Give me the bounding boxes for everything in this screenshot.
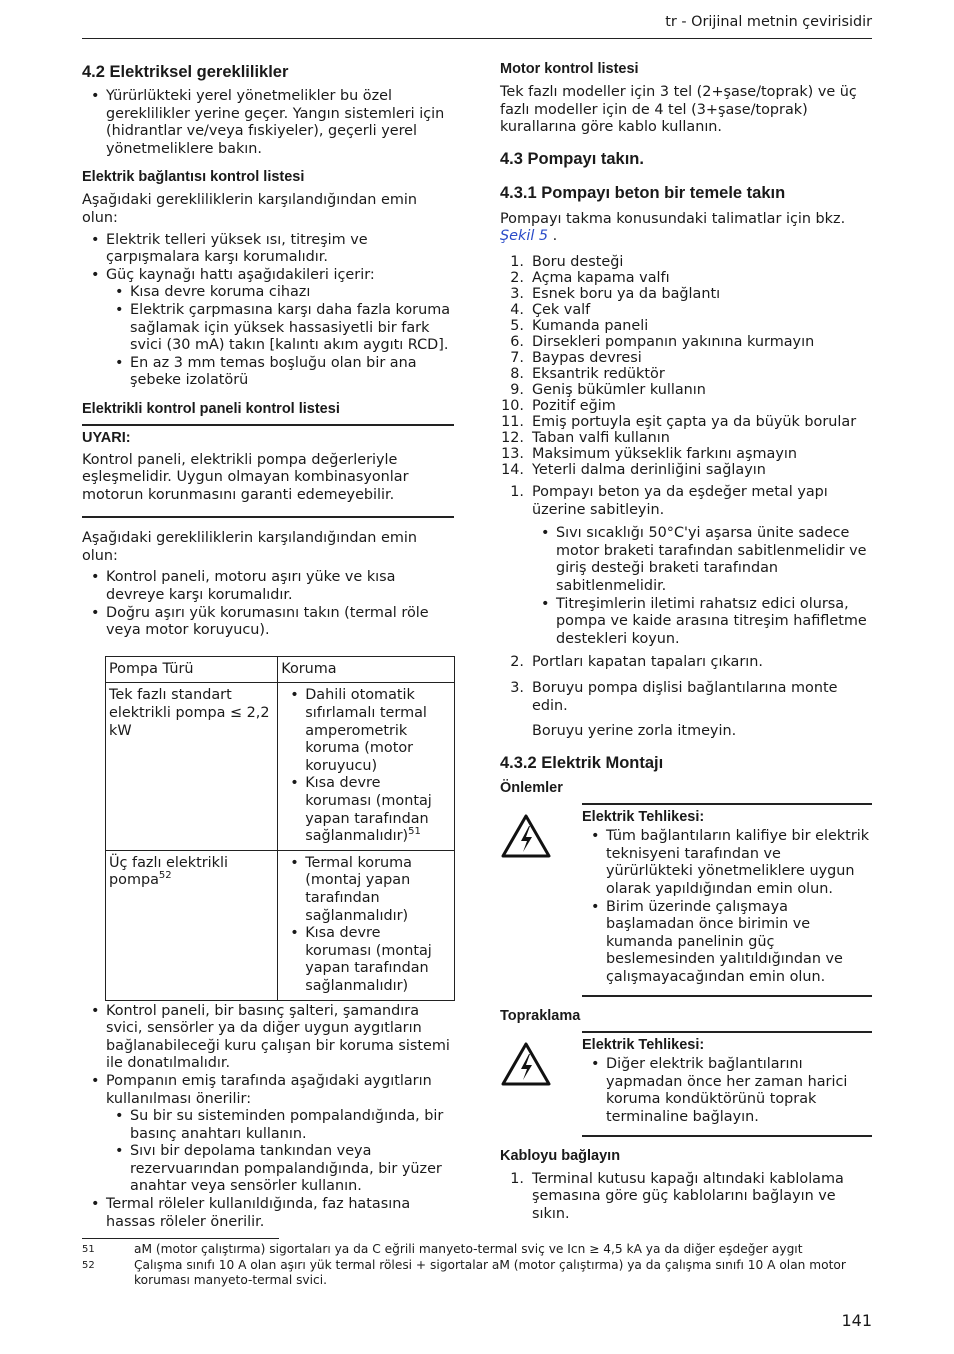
legend-number: 1. <box>510 253 524 270</box>
motor-checklist-title: Motor kontrol listesi <box>500 61 639 77</box>
legend-number: 14. <box>501 461 524 478</box>
figure-legend-list <box>500 254 872 478</box>
step-number: 2. <box>510 654 524 671</box>
legend-item <box>500 334 872 350</box>
step-text: Boruyu pompa dişlisi bağlantılarına monte edin. <box>532 679 838 714</box>
cable-steps <box>500 1171 872 1224</box>
footnote-text: aM (motor çalıştırma) sigortaları ya da C eğrili manyeto-termal sviç ve Icn ≥ 4,5 kA ya da diğer eşdeğer aygıt <box>134 1242 803 1256</box>
precautions-title: Önlemler <box>500 779 563 796</box>
legend-number: 5. <box>510 317 524 334</box>
step-text: Portları kapatan tapaları çıkarın. <box>532 654 763 671</box>
protection-table <box>105 656 455 1001</box>
legend-number: 10. <box>501 397 524 414</box>
legend-text: Yeterli dalma derinliğini sağlayın <box>532 461 766 478</box>
legend-number: 12. <box>501 429 524 446</box>
legend-number: 7. <box>510 349 524 366</box>
supply-line-list <box>106 284 454 390</box>
footnote-number: 52 <box>82 1260 95 1271</box>
connect-cable-title: Kabloyu bağlayın <box>500 1147 621 1164</box>
legend-number: 9. <box>510 381 524 398</box>
list-item: • Sıvı sıcaklığı 50°C'yi aşarsa ünite sadece motor braketi tarafından sabitlenmelidir ve giriş desteği braketi tarafından sabitlenmelidir. <box>532 525 872 595</box>
column-header-protection: Koruma <box>278 656 455 683</box>
page-number: 141 <box>841 1311 872 1330</box>
step-item <box>500 484 872 519</box>
pump-type-cell: Tek fazlı standart elektrikli pompa ≤ 2,2 kW <box>106 683 278 850</box>
column-header-pump-type: Pompa Türü <box>106 656 278 683</box>
table-row <box>106 850 455 1000</box>
table-row <box>106 683 455 850</box>
legend-item <box>500 286 872 302</box>
suction-devices-list <box>106 1108 454 1196</box>
warning-label: UYARI: <box>82 429 131 446</box>
after-table-list <box>82 1003 454 1109</box>
list-item: • Yürürlükteki yerel yönetmelikler bu özel gereklilikler yerine geçer. Yangın sistemleri için (hidrantlar ve/veya fıskiyeler), geçerli yerel yönetmeliklere bakın. <box>82 88 454 158</box>
footnote-ref[interactable]: 51 <box>408 826 421 838</box>
legend-text: Emiş portuyla eşit çapta ya da büyük borular <box>532 413 857 430</box>
legend-text: Esnek boru ya da bağlantı <box>532 285 721 302</box>
list-item: • Sıvı bir depolama tankından veya rezervuarından pompalandığında, bir yüzer anahtar veya sensörler kullanın. <box>106 1143 454 1196</box>
reference-text: Pompayı takma konusundaki talimatlar için bkz. <box>500 210 846 227</box>
footnote-text: Çalışma sınıfı 10 A olan aşırı yük termal rölesi + sigortalar aM (motor çalıştırma) ya da çalışma sınıfı 10 A olan motor koruması manyeto-termal svici. <box>134 1258 846 1287</box>
list-item: • Termal röleler kullanıldığında, faz hatasına hassas röleler önerilir. <box>82 1196 454 1231</box>
legend-item <box>500 430 872 446</box>
step-number: 3. <box>510 679 524 696</box>
list-item: • Kısa devre koruma cihazı <box>106 284 454 302</box>
legend-number: 2. <box>510 269 524 286</box>
list-item: • Su bir su sisteminden pompalandığında, bir basınç anahtarı kullanın. <box>106 1108 454 1143</box>
legend-item <box>500 398 872 414</box>
panel-checklist <box>82 569 454 639</box>
list-item: • Pompanın emiş tarafında aşağıdaki aygıtların kullanılması önerilir: <box>82 1073 454 1108</box>
protection-cell <box>278 683 455 850</box>
pump-type-text: Üç fazlı elektrikli pompa <box>109 854 228 889</box>
step-number: 1. <box>510 1170 524 1187</box>
list-item: • Dahili otomatik sıfırlamalı termal amperometrik koruma (motor koruyucu) <box>281 687 451 775</box>
list-item: • Kısa devre koruması (montaj yapan tarafından sağlanmalıdır) <box>281 925 451 995</box>
list-item: • Elektrik çarpmasına karşı daha fazla koruma sağlamak için yüksek hassasiyetli bir fark svici (30 mA) takın [kalıntı akım aygıtı RCD]. <box>106 302 454 355</box>
install-steps-continued <box>500 654 872 715</box>
table-header-row <box>106 656 455 683</box>
panel-checklist-title: Elektrikli kontrol paneli kontrol listesi <box>82 400 340 417</box>
legend-number: 6. <box>510 333 524 350</box>
electrical-hazard-icon <box>500 1031 582 1137</box>
legend-text: Taban valfi kullanın <box>532 429 670 446</box>
legend-text: Açma kapama valfı <box>532 269 670 286</box>
footnote-ref[interactable]: 52 <box>158 870 172 882</box>
install-steps <box>500 484 872 519</box>
list-item: • Güç kaynağı hattı aşağıdakileri içerir: <box>82 267 454 285</box>
step-number: 1. <box>510 483 524 500</box>
motor-checklist-text: Tek fazlı modeller için 3 tel (2+şase/toprak) ve üç fazlı modeller için de 4 tel (3+şase/toprak) kurallarına göre kablo kullanın. <box>500 84 857 136</box>
list-item <box>281 775 451 845</box>
electrical-checklist <box>82 232 454 285</box>
step1-notes <box>532 525 872 648</box>
running-header: tr - Orijinal metnin çevirisidir <box>665 14 872 30</box>
list-item: • Diğer elektrik bağlantılarını yapmadan önce her zaman harici koruma kondüktörünü toprak terminaline bağlayın. <box>582 1056 872 1126</box>
electrical-hazard-box <box>500 803 872 997</box>
step-text: Terminal kutusu kapağı altındaki kablolama şemasına göre güç kablolarını bağlayın ve sıkın. <box>532 1170 844 1222</box>
legend-item <box>500 254 872 270</box>
list-item: • Kontrol paneli, motoru aşırı yüke ve kısa devreye karşı korumalıdır. <box>82 569 454 604</box>
legend-item <box>500 302 872 318</box>
right-column <box>500 60 872 1223</box>
legend-text: Boru desteği <box>532 253 624 270</box>
legend-text: Geniş bükümler kullanın <box>532 381 706 398</box>
section-heading-4-3-2: 4.3.2 Elektrik Montajı <box>500 753 664 772</box>
protection-text: Kısa devre koruması (montaj yapan tarafından sağlanmalıdır) <box>305 775 432 845</box>
step-item <box>500 1171 872 1224</box>
list-item: • Kontrol paneli, bir basınç şalteri, şamandıra svici, sensörler ya da diğer uygun aygıtların bağlanabileceği kuru çalışan bir koruma sistemi ile donatılmalıdır. <box>82 1003 454 1073</box>
legend-number: 3. <box>510 285 524 302</box>
hazard-title: Elektrik Tehlikesi: <box>582 1036 705 1053</box>
left-column <box>82 60 454 1231</box>
list-item: • Birim üzerinde çalışmaya başlamadan önce birimin ve kumanda panelinin güç beslemesinden yalıtıldığından ve çalışmayacağından emin olun. <box>582 899 872 987</box>
footnote-number: 51 <box>82 1244 95 1255</box>
electrical-checklist-title: Elektrik bağlantısı kontrol listesi <box>82 169 305 186</box>
legend-text: Maksimum yükseklik farkını aşmayın <box>532 445 797 462</box>
section-heading-4-2: 4.2 Elektriksel gereklilikler <box>82 63 289 81</box>
step3-note: Boruyu yerine zorla itmeyin. <box>532 723 737 740</box>
final-list <box>82 1196 454 1231</box>
electrical-hazard-icon <box>500 803 582 997</box>
legend-item <box>500 270 872 286</box>
step-item <box>500 654 872 672</box>
protection-cell <box>278 850 455 1000</box>
legend-text: Çek valf <box>532 301 591 318</box>
step-text: Pompayı beton ya da eşdeğer metal yapı üzerine sabitleyin. <box>532 483 828 518</box>
legend-text: Dirsekleri pompanın yakınına kurmayın <box>532 333 815 350</box>
legend-text: Pozitif eğim <box>532 397 616 414</box>
legend-text: Eksantrik redüktör <box>532 365 665 382</box>
list-item: • Tüm bağlantıların kalifiye bir elektrik teknisyeni tarafından ve yürürlükteki yönetmeliklere uygun olarak yapıldığından emin olun. <box>582 828 872 898</box>
legend-number: 4. <box>510 301 524 318</box>
legend-text: Kumanda paneli <box>532 317 649 334</box>
electrical-checklist-intro: Aşağıdaki gerekliliklerin karşılandığından emin olun: <box>82 192 417 226</box>
grounding-title: Topraklama <box>500 1007 581 1024</box>
legend-item <box>500 446 872 462</box>
pump-type-cell <box>106 850 278 1000</box>
warning-text: Kontrol paneli, elektrikli pompa değerleriyle eşleşmelidir. Uygun olmayan kombinasyonlar motorun korunmasını garanti edemeyebilir. <box>82 451 409 503</box>
step-item <box>500 680 872 715</box>
intro-list <box>82 88 454 158</box>
legend-item <box>500 414 872 430</box>
reference-end: . <box>552 228 558 245</box>
legend-item <box>500 318 872 334</box>
legend-text: Baypas devresi <box>532 349 642 366</box>
section-heading-4-3-1: 4.3.1 Pompayı beton bir temele takın <box>500 183 786 202</box>
list-item: • Titreşimlerin iletimi rahatsız edici olursa, pompa ve kaide arasına titreşim hafifletme destekleri koyun. <box>532 596 872 649</box>
figure-reference <box>500 211 872 246</box>
figure-5-link[interactable]: Şekil 5 <box>500 228 549 245</box>
section-heading-4-3: 4.3 Pompayı takın. <box>500 149 644 168</box>
legend-number: 11. <box>501 413 524 430</box>
hazard-title: Elektrik Tehlikesi: <box>582 808 705 825</box>
legend-number: 8. <box>510 365 524 382</box>
legend-item <box>500 462 872 478</box>
footnote-divider <box>82 1238 279 1239</box>
list-item: • Doğru aşırı yük korumasını takın (termal röle veya motor koruyucu). <box>82 605 454 640</box>
legend-item <box>500 350 872 366</box>
electrical-hazard-box <box>500 1031 872 1137</box>
header-divider <box>82 38 872 39</box>
list-item: • Termal koruma (montaj yapan tarafından sağlanmalıdır) <box>281 855 451 925</box>
legend-number: 13. <box>501 445 524 462</box>
legend-item <box>500 382 872 398</box>
legend-item <box>500 366 872 382</box>
list-item: • Elektrik telleri yüksek ısı, titreşim ve çarpışmalara karşı korumalıdır. <box>82 232 454 267</box>
list-item: • En az 3 mm temas boşluğu olan bir ana şebeke izolatörü <box>106 355 454 390</box>
warning-box <box>82 424 454 518</box>
panel-checklist-intro: Aşağıdaki gerekliliklerin karşılandığından emin olun: <box>82 530 417 564</box>
